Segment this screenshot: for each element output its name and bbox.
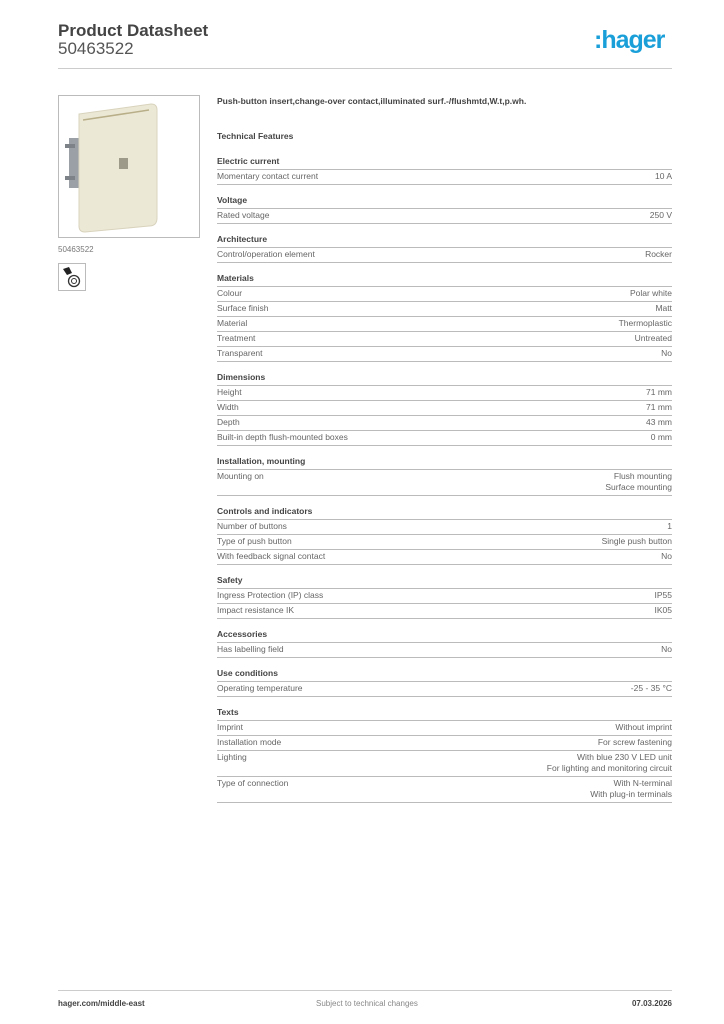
- spec-label: Surface finish: [217, 303, 269, 313]
- spec-group: [217, 706, 672, 803]
- hager-logo: :hager: [594, 26, 665, 54]
- spec-row: [217, 550, 672, 565]
- spec-label: Material: [217, 318, 248, 328]
- spec-row: [217, 386, 672, 401]
- group-title: Texts: [217, 706, 672, 721]
- spec-value: 250 V: [649, 210, 672, 220]
- spec-value: 10 A: [654, 171, 672, 181]
- group-title: Architecture: [217, 233, 672, 248]
- spec-value: 1: [667, 521, 672, 531]
- spec-label: Operating temperature: [217, 683, 303, 693]
- spec-value: Rocker: [645, 249, 672, 259]
- spec-row: [217, 347, 672, 362]
- spec-label: Rated voltage: [217, 210, 270, 220]
- footer-note: Subject to technical changes: [316, 999, 418, 1008]
- spec-label: Transparent: [217, 348, 263, 358]
- spec-label: Treatment: [217, 333, 256, 343]
- spec-value: Single push button: [601, 536, 672, 546]
- group-title: Controls and indicators: [217, 505, 672, 520]
- spec-row: [217, 721, 672, 736]
- group-title: Use conditions: [217, 667, 672, 682]
- spec-group: [217, 505, 672, 565]
- footer-divider: [58, 990, 672, 991]
- spec-value: For screw fastening: [597, 737, 672, 747]
- spec-label: Imprint: [217, 722, 243, 732]
- spec-group: [217, 574, 672, 619]
- footer-website[interactable]: hager.com/middle-east: [58, 999, 145, 1008]
- spec-value: 71 mm: [646, 387, 672, 397]
- spec-value: IK05: [654, 605, 672, 615]
- product-image: [58, 95, 200, 238]
- spec-value: Polar white: [629, 288, 672, 298]
- spec-group: [217, 628, 672, 658]
- group-title: Voltage: [217, 194, 672, 209]
- spec-label: Installation mode: [217, 737, 282, 747]
- spec-row: [217, 248, 672, 263]
- spec-row: [217, 401, 672, 416]
- spec-value: 0 mm: [650, 432, 672, 442]
- spec-label: Depth: [217, 417, 240, 427]
- spec-label: Momentary contact current: [217, 171, 319, 181]
- spec-group: [217, 371, 672, 446]
- spec-group: [217, 272, 672, 362]
- technical-features-heading: Technical Features: [217, 131, 294, 141]
- group-title: Electric current: [217, 155, 672, 170]
- spec-value: Thermoplastic: [618, 318, 672, 328]
- group-title: Accessories: [217, 628, 672, 643]
- spec-row: [217, 302, 672, 317]
- spec-label: Mounting on: [217, 471, 264, 481]
- installation-icon: [58, 263, 86, 291]
- group-title: Materials: [217, 272, 672, 287]
- spec-label: Number of buttons: [217, 521, 287, 531]
- spec-row: [217, 535, 672, 550]
- spec-label: Height: [217, 387, 242, 397]
- spec-row: [217, 751, 672, 777]
- spec-value: Flush mounting Surface mounting: [605, 471, 672, 492]
- spec-row: [217, 170, 672, 185]
- spec-value: With blue 230 V LED unit For lighting and monitoring circuit: [546, 752, 672, 773]
- spec-label: Impact resistance IK: [217, 605, 295, 615]
- spec-label: Type of connection: [217, 778, 289, 788]
- spec-label: With feedback signal contact: [217, 551, 326, 561]
- spec-value: No: [661, 348, 672, 358]
- spec-value: Without imprint: [615, 722, 672, 732]
- spec-row: [217, 416, 672, 431]
- spec-value: 71 mm: [646, 402, 672, 412]
- spec-label: Ingress Protection (IP) class: [217, 590, 324, 600]
- spec-label: Width: [217, 402, 239, 412]
- spec-row: [217, 287, 672, 302]
- spec-value: -25 - 35 °C: [630, 683, 672, 693]
- spec-value: With N-terminal With plug-in terminals: [590, 778, 672, 799]
- spec-label: Colour: [217, 288, 243, 298]
- spec-row: [217, 470, 672, 496]
- spec-row: [217, 209, 672, 224]
- spec-label: Type of push button: [217, 536, 292, 546]
- spec-group: [217, 194, 672, 224]
- spec-label: Control/operation element: [217, 249, 315, 259]
- footer-date: 07.03.2026: [631, 999, 672, 1008]
- spec-row: [217, 589, 672, 604]
- spec-row: [217, 317, 672, 332]
- spec-value: Untreated: [634, 333, 672, 343]
- spec-value: No: [661, 644, 672, 654]
- spec-value: IP55: [654, 590, 672, 600]
- header-divider: [58, 68, 672, 69]
- spec-row: [217, 682, 672, 697]
- spec-label: Has labelling field: [217, 644, 284, 654]
- group-title: Installation, mounting: [217, 455, 672, 470]
- spec-group: [217, 667, 672, 697]
- spec-row: [217, 777, 672, 803]
- spec-row: [217, 736, 672, 751]
- spec-group: [217, 155, 672, 185]
- spec-label: Lighting: [217, 752, 247, 762]
- spec-row: [217, 643, 672, 658]
- group-title: Safety: [217, 574, 672, 589]
- product-description: Push-button insert,change-over contact,illuminated surf.-/flushmtd,W.t,p.wh.: [217, 96, 527, 106]
- spec-value: 43 mm: [646, 417, 672, 427]
- spec-table: [217, 155, 672, 812]
- product-id: 50463522: [58, 39, 134, 58]
- spec-value: Matt: [655, 303, 672, 313]
- spec-group: [217, 455, 672, 496]
- group-title: Dimensions: [217, 371, 672, 386]
- spec-group: [217, 233, 672, 263]
- spec-row: [217, 520, 672, 535]
- spec-row: [217, 604, 672, 619]
- spec-value: No: [661, 551, 672, 561]
- spec-label: Built-in depth flush-mounted boxes: [217, 432, 348, 442]
- image-caption: 50463522: [58, 245, 94, 254]
- spec-row: [217, 431, 672, 446]
- spec-row: [217, 332, 672, 347]
- page-title: Product Datasheet: [58, 21, 209, 40]
